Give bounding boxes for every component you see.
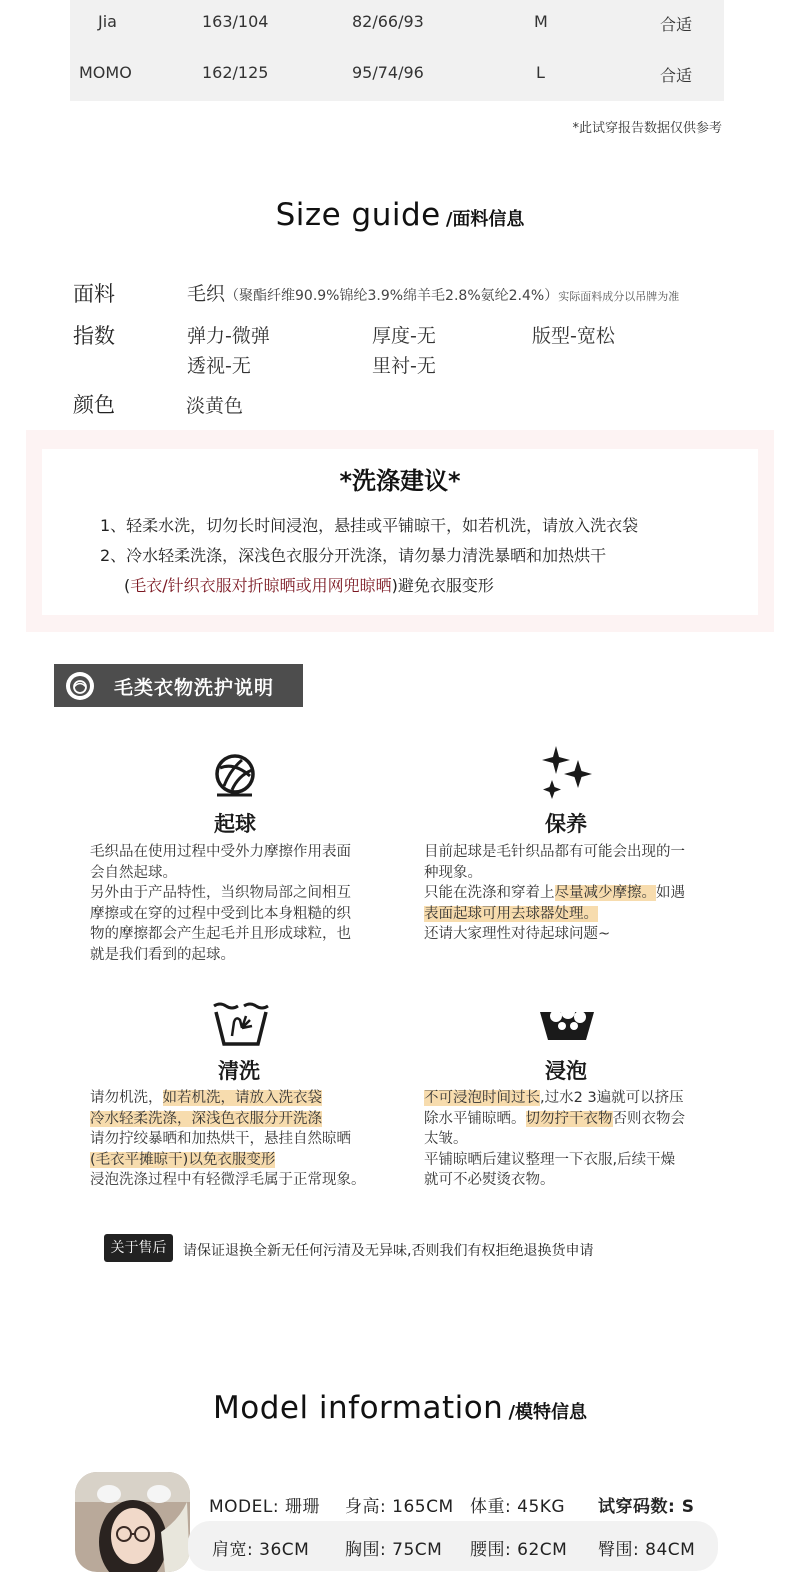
soak-basin-icon: [538, 1002, 596, 1042]
model-name: MOMO: [79, 63, 132, 82]
model-name-label: MODEL: 珊珊: [209, 1497, 320, 1517]
elasticity: 弹力-微弹: [187, 325, 270, 347]
model-trial-size: 试穿码数: S: [598, 1497, 695, 1517]
model-info-title-en: Model information: [212, 1390, 504, 1426]
wash-advice-title: *洗涤建议*: [339, 467, 461, 495]
color-value: 淡黄色: [186, 395, 244, 417]
washing-body: 请勿机洗，如若机洗，请放入洗衣袋 冷水轻柔洗涤，深浅色衣服分开洗涤 请勿拧绞暴晒和加热烘干，悬挂自然晾晒 (毛衣平摊晾干)以免衣服变形 浸泡洗涤过程中有轻微浮毛属于正常现象。: [90, 1090, 366, 1188]
maintain-body: 目前起球是毛针织品都有可能会出现的一 种现象。 只能在洗涤和穿着上尽量减少摩擦。如遇 表面起球可用去球器处理。 还请大家理性对待起球问题~: [424, 844, 685, 942]
size-guide-title: [0, 197, 800, 233]
measurements: 82/66/93: [352, 12, 424, 31]
table-row: [70, 6, 724, 36]
model-info-title: [0, 1390, 800, 1426]
fit: 合适: [660, 66, 693, 85]
sparkle-icon: [538, 744, 594, 800]
wash-line-3: (毛衣/针织衣服对折晾晒或用网兜晾晒)避免衣服变形: [124, 576, 494, 595]
model-avatar: [75, 1472, 190, 1572]
index-label: 指数: [73, 324, 115, 348]
care-banner: [54, 664, 303, 707]
size-guide-title-en: Size guide: [275, 197, 441, 233]
lining: 里衬-无: [372, 355, 436, 377]
fabric-main: 毛织: [187, 283, 226, 305]
height-weight: 162/125: [202, 63, 269, 82]
washing-title: 清洗: [218, 1059, 260, 1083]
care-banner-label: 毛类衣物洗护说明: [114, 677, 275, 699]
model-height: 身高: 165CM: [345, 1497, 454, 1517]
fabric-label: 面料: [73, 282, 115, 306]
table-row: [70, 57, 724, 87]
wash-line-3-highlight: 毛衣/针织衣服对折晾晒或用网兜晾晒: [130, 576, 392, 595]
model-info-title-cn: /模特信息: [508, 1402, 588, 1423]
tryon-note: *此试穿报告数据仅供参考: [572, 121, 722, 136]
wash-line-1: 1、轻柔水洗，切勿长时间浸泡，悬挂或平铺晾干，如若机洗，请放入洗衣袋: [100, 516, 639, 535]
fit-type: 版型-宽松: [532, 325, 615, 347]
yarn-badge-icon: [64, 670, 96, 702]
maintain-title: 保养: [545, 812, 587, 836]
tryon-table: [70, 0, 724, 101]
color-label: 颜色: [73, 393, 115, 417]
pilling-title: 起球: [214, 812, 256, 836]
fabric-value: [187, 279, 679, 306]
after-sale-badge: 关于售后: [104, 1234, 173, 1262]
yarn-ball-icon: [212, 752, 258, 798]
after-sale-text: 请保证退换全新无任何污清及无异味,否则我们有权拒绝退换货申请: [183, 1243, 594, 1259]
size: L: [536, 63, 545, 82]
model-bust: 胸围: 75CM: [345, 1540, 443, 1560]
size-guide-title-cn: /面料信息: [445, 209, 525, 230]
fabric-note: 实际面料成分以吊牌为准: [558, 290, 680, 303]
soaking-body: 不可浸泡时间过长,过水2 3遍就可以挤压 除水平铺晾晒。切勿拧干衣物否则衣物会 太皱。 平铺晾晒后建议整理一下衣服,后续干燥 就可不必熨烫衣物。: [424, 1090, 685, 1188]
transparency: 透视-无: [187, 355, 251, 377]
pilling-body: 毛织品在使用过程中受外力摩擦作用表面 会自然起球。 另外由于产品特性，当织物局部之间相互 摩擦或在穿的过程中受到比本身粗糙的织 物的摩擦都会产生起毛并且形成球粒，也 就是我们看到的起球。: [90, 844, 351, 963]
model-weight: 体重: 45KG: [470, 1497, 566, 1517]
model-photo: [75, 1472, 190, 1572]
fabric-detail: （聚酯纤维90.9%锦纶3.9%绵羊毛2.8%氨纶2.4%）: [225, 288, 559, 304]
height-weight: 163/104: [202, 12, 269, 31]
fit: 合适: [660, 15, 693, 34]
measurements: 95/74/96: [352, 63, 424, 82]
size: M: [534, 12, 548, 31]
thickness: 厚度-无: [372, 325, 436, 347]
model-shoulder: 肩宽: 36CM: [212, 1540, 310, 1560]
soaking-title: 浸泡: [545, 1059, 587, 1083]
model-name: Jia: [98, 12, 117, 31]
wash-line-2: 2、冷水轻柔洗涤，深浅色衣服分开洗涤，请勿暴力清洗暴晒和加热烘干: [100, 546, 607, 565]
model-hip: 臀围: 84CM: [598, 1540, 696, 1560]
model-waist: 腰围: 62CM: [470, 1540, 568, 1560]
hand-wash-icon: [212, 1002, 270, 1048]
